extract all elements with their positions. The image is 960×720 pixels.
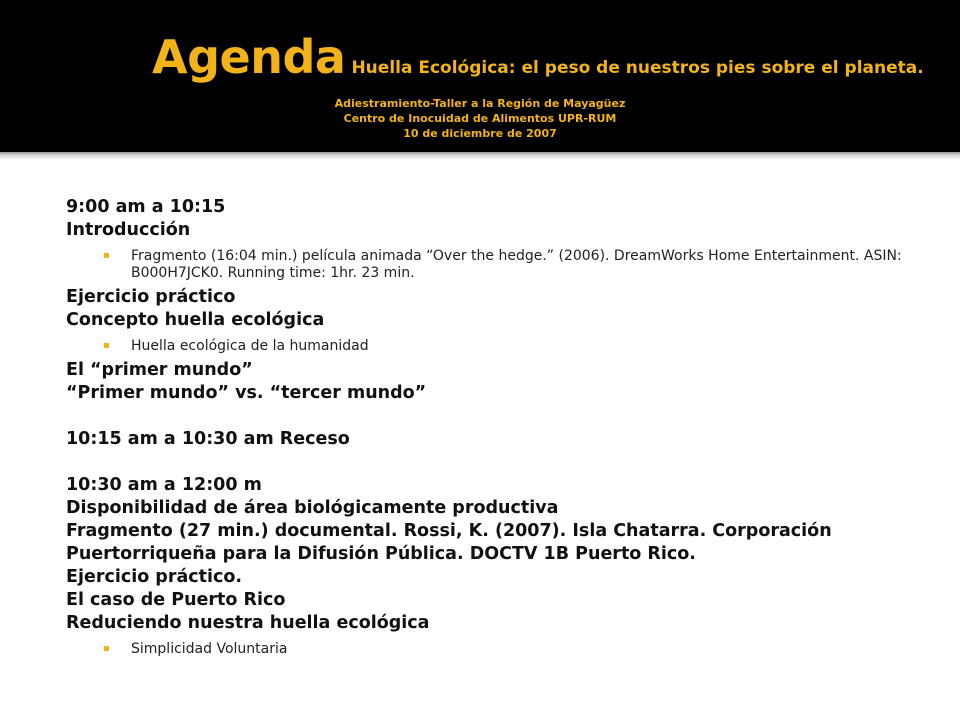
- agenda-item-pr-case: El caso de Puerto Rico: [66, 590, 286, 610]
- list-item: [66, 641, 926, 658]
- event-date: 10 de diciembre de 2007: [403, 127, 557, 140]
- page-subtitle: Huella Ecológica: el peso de nuestros pies sobre el planeta.: [351, 58, 924, 78]
- agenda-item-first-world: El “primer mundo”: [66, 360, 253, 380]
- event-info: [0, 96, 960, 141]
- list-item: [66, 248, 926, 282]
- agenda-item-exercise: Ejercicio práctico: [66, 287, 236, 307]
- agenda-item-availability: Disponibilidad de área biológicamente productiva: [66, 498, 559, 518]
- list-item: [66, 338, 926, 355]
- agenda-time-2: 10:30 am a 12:00 m: [66, 475, 262, 495]
- event-name: Adiestramiento-Taller a la Región de Mayagüez: [334, 97, 626, 110]
- agenda-item-exercise-2: Ejercicio práctico.: [66, 567, 243, 587]
- bullet-text: Huella ecológica de la humanidad: [131, 338, 369, 354]
- bullet-square-icon: [104, 253, 109, 258]
- agenda-item-intro: Introducción: [66, 220, 191, 240]
- header-divider: [0, 152, 960, 159]
- agenda-time-1: 9:00 am a 10:15: [66, 197, 226, 217]
- page-title: Agenda: [152, 30, 346, 84]
- agenda-item-concept: Concepto huella ecológica: [66, 310, 325, 330]
- agenda-body: [66, 196, 926, 662]
- bullet-text: Simplicidad Voluntaria: [131, 641, 288, 657]
- agenda-item-reducing: Reduciendo nuestra huella ecológica: [66, 613, 430, 633]
- bullet-square-icon: [104, 343, 109, 348]
- event-organizer: Centro de Inocuidad de Alimentos UPR-RUM: [343, 112, 617, 125]
- title-line: [152, 30, 924, 84]
- agenda-break: 10:15 am a 10:30 am Receso: [66, 429, 350, 449]
- agenda-item-documentary: Fragmento (27 min.) documental. Rossi, K. (2007). Isla Chatarra. Corporación Puertorriqueña para la Difusión Pública. DOCTV 1B Puerto Rico.: [66, 521, 832, 564]
- bullet-text: Fragmento (16:04 min.) película animada “Over the hedge.” (2006). DreamWorks Home Entertainment. ASIN: B000H7JCK0. Running time: 1hr. 23 min.: [131, 248, 902, 281]
- title-banner: [0, 0, 960, 152]
- bullet-square-icon: [104, 646, 109, 651]
- agenda-item-first-vs-third: “Primer mundo” vs. “tercer mundo”: [66, 383, 427, 403]
